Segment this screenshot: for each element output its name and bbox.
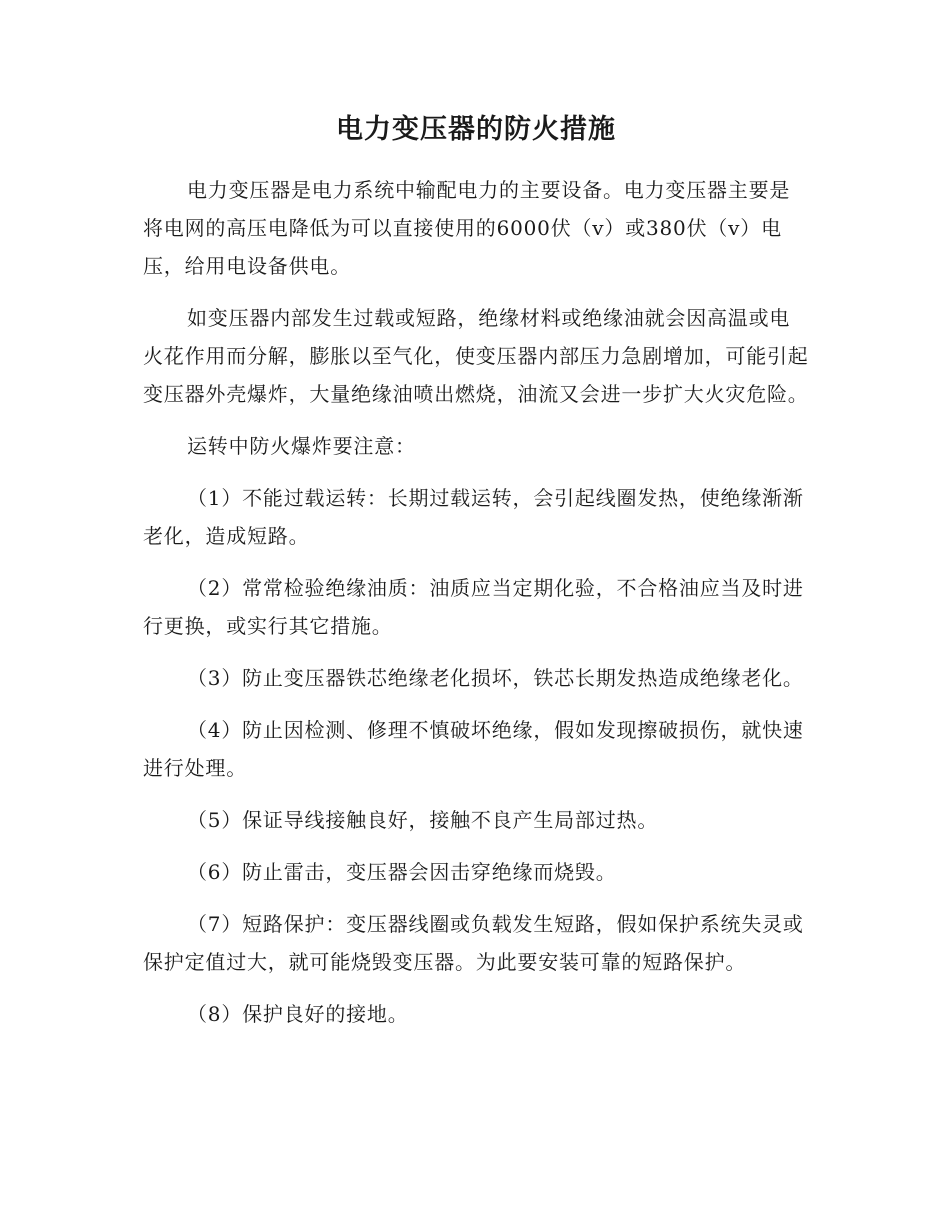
list-item: （1）不能过载运转：长期过载运转，会引起线圈发热，使绝缘渐渐老化，造成短路。: [143, 486, 804, 548]
list-item: （3）防止变压器铁芯绝缘老化损坏，铁芯长期发热造成绝缘老化。: [187, 666, 804, 690]
list-item: （5）保证导线接触良好，接触不良产生局部过热。: [187, 808, 659, 832]
paragraph-hazard: 如变压器内部发生过载或短路，绝缘材料或绝缘油就会因高温或电火花作用而分解，膨胀以至气化，使变压器内部压力急剧增加，可能引起变压器外壳爆炸，大量绝缘油喷出燃烧，油流又会进一步扩大火灾危险。: [143, 306, 809, 406]
list-item: （8）保护良好的接地。: [187, 1002, 409, 1026]
paragraph-attention: 运转中防火爆炸要注意：: [187, 434, 416, 458]
list-item: （6）防止雷击，变压器会因击穿绝缘而烧毁。: [187, 860, 617, 884]
document-page: [143, 105, 809, 1047]
page-title: 电力变压器的防火措施: [336, 114, 616, 145]
list-item: （4）防止因检测、修理不慎破坏绝缘，假如发现擦破损伤，就快速进行处理。: [143, 718, 804, 780]
paragraph-intro: 电力变压器是电力系统中输配电力的主要设备。电力变压器主要是将电网的高压电降低为可以直接使用的6000伏（v）或380伏（v）电压，给用电设备供电。: [143, 178, 791, 278]
list-item: （2）常常检验绝缘油质：油质应当定期化验，不合格油应当及时进行更换，或实行其它措施。: [143, 576, 804, 638]
list-item: （7）短路保护：变压器线圈或负载发生短路，假如保护系统失灵或保护定值过大，就可能烧毁变压器。为此要安装可靠的短路保护。: [143, 912, 804, 974]
